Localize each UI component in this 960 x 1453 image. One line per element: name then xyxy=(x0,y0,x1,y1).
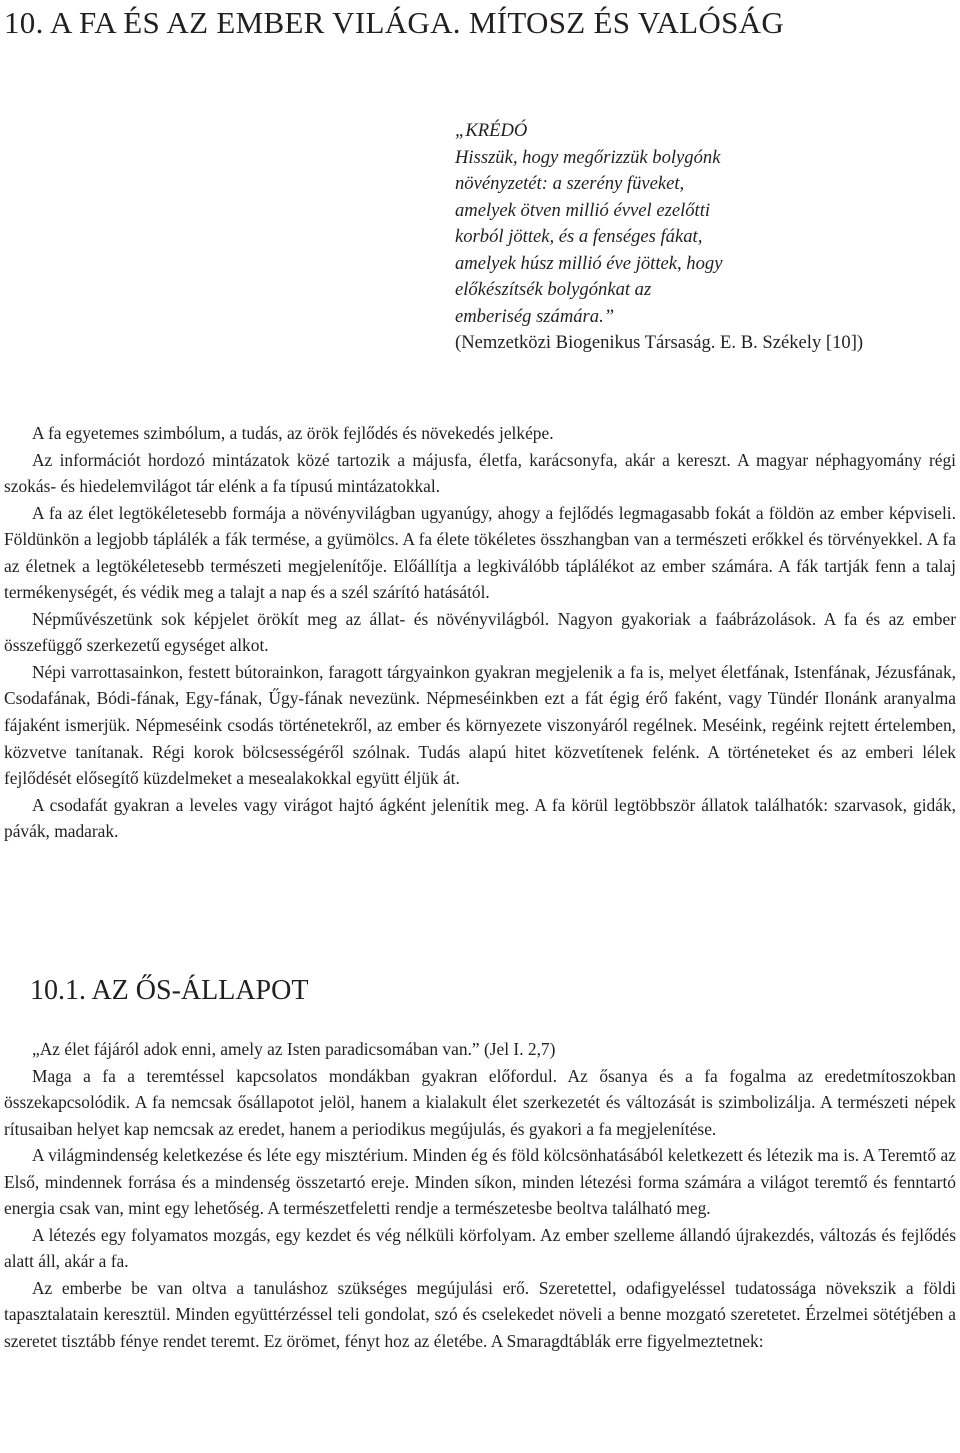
motto-source: (Nemzetközi Biogenikus Társaság. E. B. Székely [10]) xyxy=(455,332,864,353)
motto-line: előkészítsék bolygónkat az xyxy=(455,279,652,300)
paragraph: A fa egyetemes szimbólum, a tudás, az örök fejlődés és növekedés jelképe. xyxy=(32,423,554,443)
motto-line: amelyek húsz millió éve jöttek, hogy xyxy=(455,252,723,274)
paragraph: Az emberbe be van oltva a tanuláshoz szükséges megújulási erő. Szeretettel, odafigyeléssel tudatossága növekszik a földi tapasztalatain keresztül. Minden együttérzéssel teli gondolat, szó és cselekedet növeli a benne mozgató szeretetet. Érzelmei sötétjében a szeretet tisztább fénye rendet teremt. Ez örömet, fényt hoz az életébe. A Smaragdtáblák erre figyelmeztetnek: xyxy=(4,1277,956,1352)
chapter-title: 10. A FA ÉS AZ EMBER VILÁGA. MÍTOSZ ÉS VALÓSÁG xyxy=(4,5,785,40)
motto-line: „KRÉDÓ xyxy=(455,120,528,141)
motto-line: amelyek ötven millió évvel ezelőtti xyxy=(455,199,711,221)
motto-block xyxy=(455,118,955,357)
paragraph: Népművészetünk sok képjelet örökít meg az állat- és növényvilágból. Nagyon gyakoriak a faábrázolások. A fa és az ember összefüggő szerkezetű egységet alkot. xyxy=(4,608,956,656)
section-text xyxy=(4,1036,956,1355)
motto-line: növényzetét: a szerény füveket, xyxy=(455,173,685,194)
intro-text xyxy=(4,420,956,845)
paragraph: A fa az élet legtökéletesebb formája a növényvilágban ugyanúgy, ahogy a fejlődés legmagasabb fokát a földön az ember képviseli. Földünkön a legjobb táplálék a fák termése, a gyümölcs. A fa élete tökéletes összhangban van a természeti erőkkel és törvényekkel. A fa az életnek a legtökéletesebb természeti megjelenítője. Előállítja a legkiválóbb táplálékot az ember számára. A fák tartják fenn a talaj termékenységét, és védik meg a talajt a nap és a szél szárító hatásától. xyxy=(4,502,956,603)
paragraph: Népi varrottasainkon, festett bútorainkon, faragott tárgyainkon gyakran megjelenik a fa is, melyet életfának, Istenfának, Jézusfának, Csodafának, Bódi-fának, Egy-fának, Űgy-fának nevezünk. Népmeséinkben ezt a fát égig érő faként, vagy Tündér Ilonánk aranyalma fájaként ismerjük. Népmeséink csodás történetekről, az ember és környezete viszonyáról regélnek. Meséink, regéink rejtett értelemben, közvetve tanítanak. Régi korok bölcsességéről szólnak. Tudás alapú hitet közvetítenek felénk. A történeteket és az emberi lélek fejlődését elősegítő küzdelmeket a mesealakokkal együtt éljük át. xyxy=(4,661,956,789)
motto-line: korból jöttek, és a fenséges fákat, xyxy=(455,226,703,247)
motto-line: Hisszük, hogy megőrizzük bolygónk xyxy=(455,146,721,168)
paragraph: A csodafát gyakran a leveles vagy virágot hajtó ágként jelenítik meg. A fa körül legtöbbször állatok találhatók: szarvasok, gidák, pávák, madarak. xyxy=(4,794,956,842)
paragraph: Az információt hordozó mintázatok közé tartozik a májusfa, életfa, karácsonyfa, akár a kereszt. A magyar néphagyomány régi szokás- és hiedelemvilágot tár elénk a fa típusú mintázatokkal. xyxy=(4,449,956,497)
section-title: 10.1. AZ ŐS-ÁLLAPOT xyxy=(30,975,309,1006)
paragraph: A létezés egy folyamatos mozgás, egy kezdet és vég nélküli körfolyam. Az ember szelleme állandó újrakezdés, változás és fejlődés alatt áll, akár a fa. xyxy=(4,1224,956,1272)
paragraph: Maga a fa a teremtéssel kapcsolatos mondákban gyakran előfordul. Az ősanya és a fa fogalma az eredetmítoszokban összekapcsolódik. A fa nemcsak ősállapotot jelöl, hanem a kialakult élet szerkezetét és változását is szimbolizálja. A természeti népek rítusaiban helyet kap nemcsak az eredet, hanem a periodikus megújulás, és gyakori a fa megjelenítése. xyxy=(4,1065,956,1139)
motto-line: emberiség számára.” xyxy=(455,305,615,327)
quote-paragraph: „Az élet fájáról adok enni, amely az Isten paradicsomában van.” (Jel I. 2,7) xyxy=(32,1039,556,1059)
paragraph: A világmindenség keletkezése és léte egy misztérium. Minden ég és föld kölcsönhatásából keletkezett és létezik ma is. A Teremtő az Első, mindennek forrása és a mindenség összetartó ereje. Minden síkon, minden létezési forma számára a világot teremtő és fenntartó energia csak van, mint egy lehetőség. A természetfeletti rendje a természetesbe beoltva található meg. xyxy=(4,1145,956,1219)
